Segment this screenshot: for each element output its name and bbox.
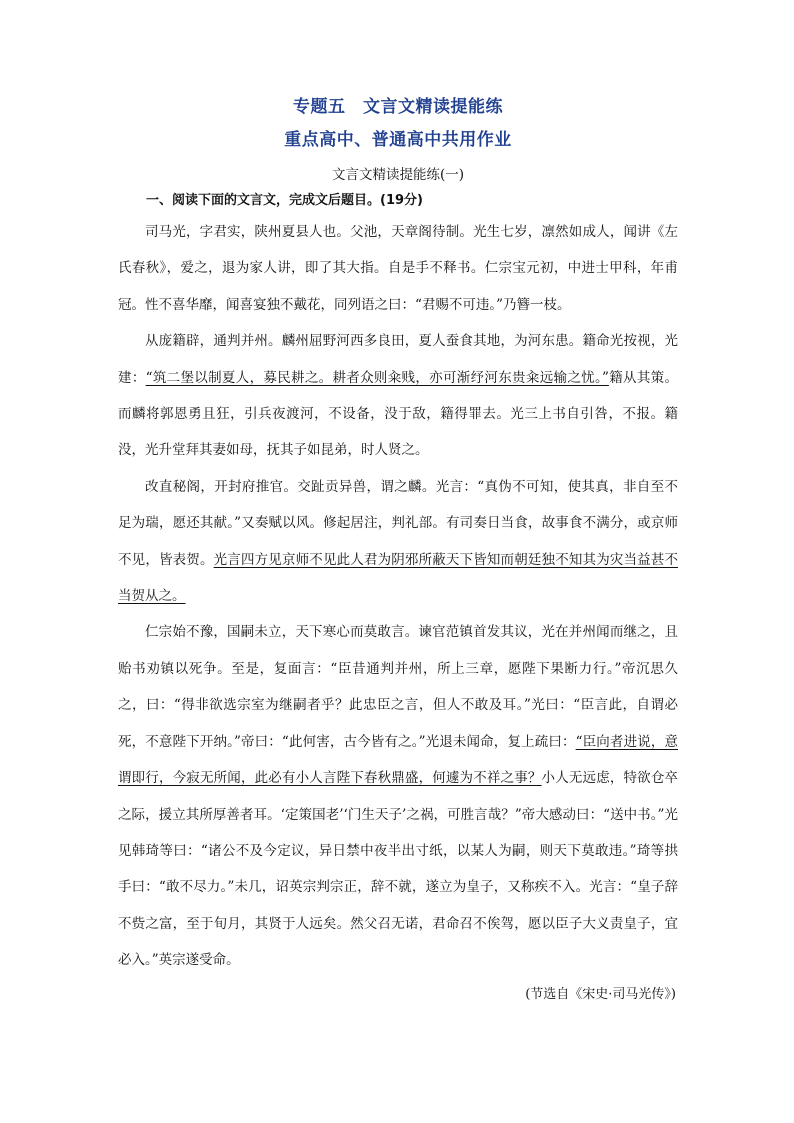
paragraph-text: 司马光，字君实，陕州夏县人也。父池，天章阁待制。光生七岁，凛然如成人，闻讲《左氏春秋》，爱之，退为家人讲，即了其大指。自是手不释书。仁宗宝元初，中进士甲科，年甫冠。性不喜华靡，闻喜宴独不戴花，同列语之曰：“君赐不可违。”乃簪一枝。 — [118, 224, 678, 313]
underlined-sentence: 光言四方见京师不见此人君为阴邪所蔽天下皆知而朝廷独不知其为灾当益甚不当贺从之。 — [118, 551, 679, 605]
passage-paragraph-3 — [118, 469, 678, 615]
underlined-sentence: “筑二堡以制夏人，募民耕之。耕者众则籴贱，亦可渐纾河东贵籴远输之忧。” — [145, 369, 609, 386]
paragraph-text: 籍从其策。而麟将郭恩勇且狂，引兵夜渡河，不设备，没于敌，籍得罪去。光三上书自引咎，不报。籍没，光升堂拜其妻如母，抚其子如昆弟，时人贤之。 — [118, 369, 678, 459]
paragraph-text: 仁宗始不豫，国嗣未立，天下寒心而莫敢言。谏官范镇首发其议，光在并州闻而继之，且贻书劝镇以死争。至是，复面言：“臣昔通判并州，所上三章，愿陛下果断力行。”帝沉思久之，曰：“得非欲选宗室为继嗣者乎？此忠臣之言，但人不敢及耳。”光曰：“臣言此，自谓必死，不意陛下开纳。”帝曰：“此何害，古今皆有之。”光退未闻命，复上疏曰： — [118, 624, 678, 750]
exercise-set-title: 文言文精读提能练(一) — [331, 167, 465, 183]
passage-paragraph-4 — [118, 614, 678, 978]
source-citation: (节选自《宋史·司马光传》) — [525, 986, 676, 1002]
page-title: 专题五 文言文精读提能练 — [293, 97, 503, 117]
question-heading: 一、阅读下面的文言文，完成文后题目。(19分) — [146, 193, 423, 208]
page-subtitle: 重点高中、普通高中共用作业 — [284, 130, 512, 150]
paragraph-text: 从庞籍辟，通判并州。麟州屈野河西多良田，夏人蚕食其地，为河东患。籍命光按视，光建： — [118, 333, 678, 386]
paragraph-text: 小人无远虑，特欲仓卒之际，援立其所厚善者耳。‘定策国老’‘门生天子’之祸，可胜言哉？”帝大感动曰：“送中书。”光见韩琦等曰：“诸公不及今定议，异日禁中夜半出寸纸，以某人为嗣，则天下莫敢违。”琦等拱手曰：“敢不尽力。”未几，诏英宗判宗正，辞不就，遂立为皇子，又称疾不入。光言：“皇子辞不赀之富，至于旬月，其贤于人远矣。然父召无诺，君命召不俟驾，愿以臣子大义责皇子，宜必入。”英宗遂受命。 — [118, 770, 679, 969]
passage-paragraph-2 — [118, 323, 678, 469]
underlined-sentence: “臣向者进说，意谓即行，今寂无所闻，此必有小人言陛下春秋鼎盛，何遽为不祥之事？ — [118, 733, 678, 787]
document-page — [118, 92, 678, 1007]
paragraph-text: 改直秘阁，开封府推官。交趾贡异兽，谓之麟。光言：“真伪不可知，使其真，非自至不足为瑞，愿还其献。”又奏赋以风。修起居注，判礼部。有司奏日当食，故事食不满分，或京师不见，皆表贺。 — [118, 478, 678, 568]
passage-paragraph-1 — [118, 214, 678, 323]
